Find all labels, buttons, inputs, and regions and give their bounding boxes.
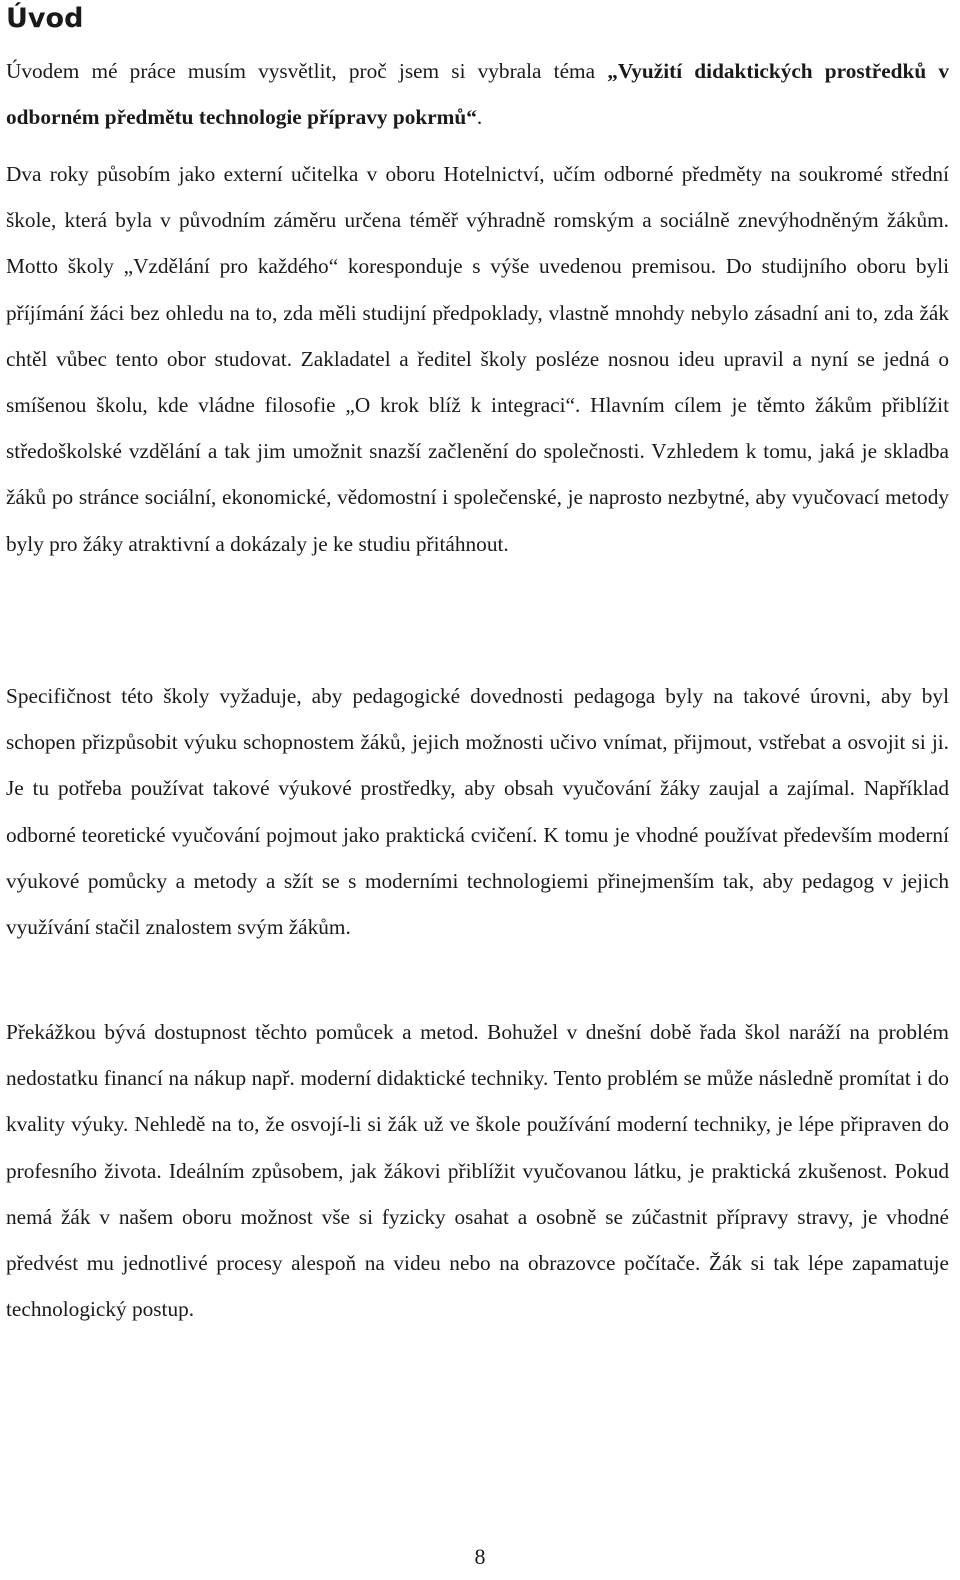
page-number: 8 xyxy=(474,1544,486,1569)
intro-period: . xyxy=(476,105,483,130)
thesis-title: „Využití didaktických prostředků v odborném předmětu technologie přípravy pokrmů“ xyxy=(6,59,949,130)
section-heading: Úvod xyxy=(6,3,84,34)
body-paragraph: Dva roky působím jako externí učitelka v oboru Hotelnictví, učím odborné předměty na soukromé střední škole, která byla v původním záměru určena téměř výhradně romským a sociálně znevýhodněným žákům. Motto školy „Vzdělání pro každého“ koresponduje s výše uvedenou premisou. Do studijního oboru byli příjímání žáci bez ohledu na to, zda měli studijní předpoklady, vlastně mnohdy nebylo zásadní ani to, zda žák chtěl vůbec tento obor studovat. Zakladatel a ředitel školy posléze nosnou ideu upravil a nyní se jedná o smíšenou školu, kde vládne filosofie „O krok blíž k integraci“. Hlavním cílem je těmto žákům přiblížit středoškolské vzdělání a tak jim umožnit snazší začlenění do společnosti. Vzhledem k tomu, jaká je skladba žáků po stránce sociální, ekonomické, vědomostní i společenské, je naprosto nezbytné, aby vyučovací metody byly pro žáky atraktivní a dokázaly je ke studiu přitáhnout. xyxy=(6,162,949,556)
body-paragraph: Specifičnost této školy vyžaduje, aby pedagogické dovednosti pedagoga byly na takové úrovni, aby byl schopen přizpůsobit výuku schopnostem žáků, jejich možnosti učivo vnímat, přijmout, vstřebat a osvojit si ji. Je tu potřeba používat takové výukové prostředky, aby obsah vyučování žáky zaujal a zajímal. Například odborné teoretické vyučování pojmout jako praktická cvičení. K tomu je vhodné používat především moderní výukové pomůcky a metody a sžít se s moderními technologiemi přinejmenším tak, aby pedagog v jejich využívání stačil znalostem svým žákům. xyxy=(6,684,949,940)
intro-paragraph xyxy=(6,48,949,140)
body-paragraph: Překážkou bývá dostupnost těchto pomůcek a metod. Bohužel v dnešní době řada škol naráží na problém nedostatku financí na nákup např. moderní didaktické techniky. Tento problém se může následně promítat i do kvality výuky. Nehledě na to, že osvojí-li si žák už ve škole používání moderní techniky, je lépe připraven do profesního života. Ideálním způsobem, jak žákovi přiblížit vyučovanou látku, je praktická zkušenost. Pokud nemá žák v našem oboru možnost vše si fyzicky osahat a osobně se zúčastnit přípravy stravy, je vhodné předvést mu jednotlivé procesy alespoň na videu nebo na obrazovce počítače. Žák si tak lépe zapamatuje technologický postup. xyxy=(6,1020,949,1322)
intro-text: Úvodem mé práce musím vysvětlit, proč jsem si vybrala téma xyxy=(6,59,608,83)
